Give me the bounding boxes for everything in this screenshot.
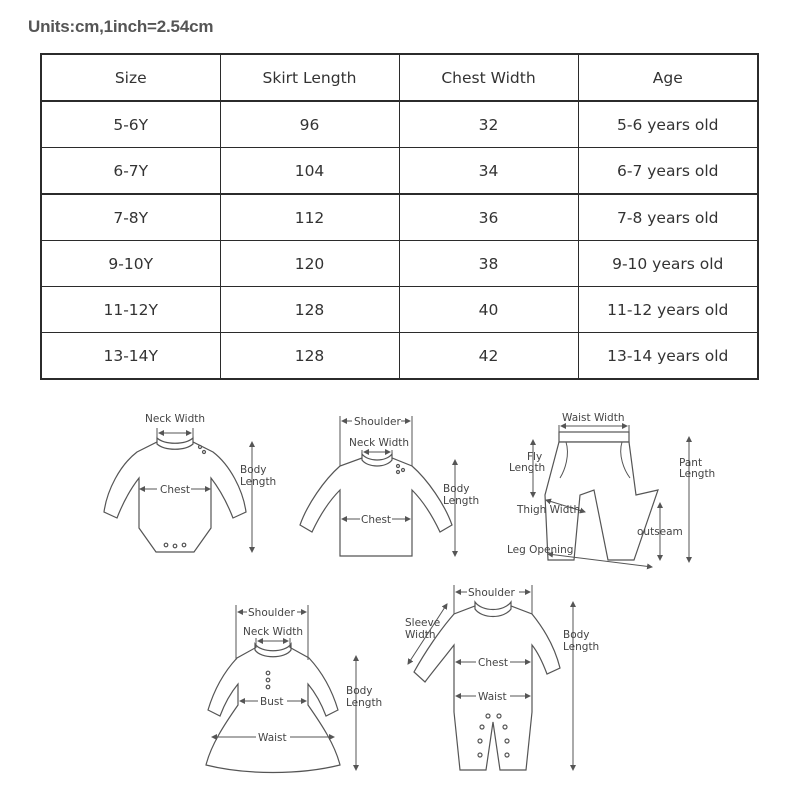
label-body-length-2: Length (443, 495, 480, 507)
table-row (41, 194, 758, 241)
cell-skirt-length: 96 (220, 101, 399, 148)
header-skirt-length: Skirt Length (220, 54, 399, 101)
cell-skirt-length: 128 (220, 287, 399, 333)
tshirt-diagram (300, 416, 479, 556)
label-fly-length: Fly (527, 451, 543, 463)
cell-age: 5-6 years old (578, 101, 758, 148)
label-outseam: outseam (637, 526, 683, 538)
cell-age: 7-8 years old (578, 194, 758, 241)
tshirt-shape (300, 458, 452, 556)
header-age: Age (578, 54, 758, 101)
label-body-length: Body (240, 464, 267, 476)
cell-size: 13-14Y (41, 333, 220, 380)
units-note: Units:cm,1inch=2.54cm (28, 17, 214, 36)
bodysuit-diagram (104, 413, 276, 552)
label-chest: Chest (478, 657, 509, 669)
label-waist: Waist (478, 691, 507, 703)
table-row (41, 101, 758, 148)
label-pant-length-2: Length (679, 468, 716, 480)
dress-diagram (206, 605, 382, 773)
label-leg-opening: Leg Opening (507, 544, 574, 556)
romper-collar (475, 602, 511, 617)
table-row (41, 287, 758, 333)
cell-skirt-length: 104 (220, 148, 399, 195)
cell-skirt-length: 120 (220, 241, 399, 287)
size-chart-table (40, 53, 759, 380)
table-row (41, 148, 758, 195)
label-pant-length: Pant (679, 457, 703, 469)
pants-waistband (559, 432, 629, 442)
label-fly-length-2: Length (509, 462, 546, 474)
table-row (41, 241, 758, 287)
header-chest-width: Chest Width (399, 54, 578, 101)
label-shoulder: Shoulder (248, 607, 295, 619)
label-body-length-2: Length (346, 697, 383, 709)
pants-shape (545, 442, 658, 560)
romper-shape (414, 606, 560, 770)
romper-diagram (405, 585, 599, 770)
cell-age: 9-10 years old (578, 241, 758, 287)
tshirt-collar (362, 454, 392, 466)
label-sleeve-width-2: Width (405, 629, 436, 641)
label-neck-width: Neck Width (349, 437, 410, 449)
cell-chest-width: 38 (399, 241, 578, 287)
header-size: Size (41, 54, 220, 101)
label-bust: Bust (260, 696, 284, 708)
cell-size: 11-12Y (41, 287, 220, 333)
measurement-diagrams (0, 395, 800, 795)
label-sleeve-width: Sleeve (405, 617, 441, 629)
cell-age: 6-7 years old (578, 148, 758, 195)
table-row (41, 333, 758, 380)
cell-size: 7-8Y (41, 194, 220, 241)
pants-diagram (507, 412, 715, 567)
cell-chest-width: 34 (399, 148, 578, 195)
label-waist-width: Waist Width (562, 412, 625, 424)
table-header-row (41, 54, 758, 101)
cell-age: 11-12 years old (578, 287, 758, 333)
label-neck-width: Neck Width (243, 626, 304, 638)
label-chest: Chest (160, 484, 191, 496)
label-body-length-2: Length (563, 641, 600, 653)
cell-chest-width: 42 (399, 333, 578, 380)
label-neck-width: Neck Width (145, 413, 206, 425)
label-shoulder: Shoulder (354, 416, 401, 428)
label-body-length: Body (443, 483, 470, 495)
cell-size: 5-6Y (41, 101, 220, 148)
cell-size: 6-7Y (41, 148, 220, 195)
cell-chest-width: 36 (399, 194, 578, 241)
cell-size: 9-10Y (41, 241, 220, 287)
dress-shape (206, 648, 340, 773)
dress-collar (255, 644, 291, 657)
label-shoulder: Shoulder (468, 587, 515, 599)
cell-skirt-length: 128 (220, 333, 399, 380)
label-body-length: Body (563, 629, 590, 641)
cell-chest-width: 32 (399, 101, 578, 148)
label-thigh-width: Thigh Width (517, 504, 581, 516)
label-waist: Waist (258, 732, 287, 744)
cell-skirt-length: 112 (220, 194, 399, 241)
label-body-length-2: Length (240, 476, 277, 488)
label-chest: Chest (361, 514, 392, 526)
bodysuit-shape (104, 442, 246, 552)
bodysuit-collar (157, 438, 193, 449)
cell-chest-width: 40 (399, 287, 578, 333)
label-body-length: Body (346, 685, 373, 697)
cell-age: 13-14 years old (578, 333, 758, 380)
